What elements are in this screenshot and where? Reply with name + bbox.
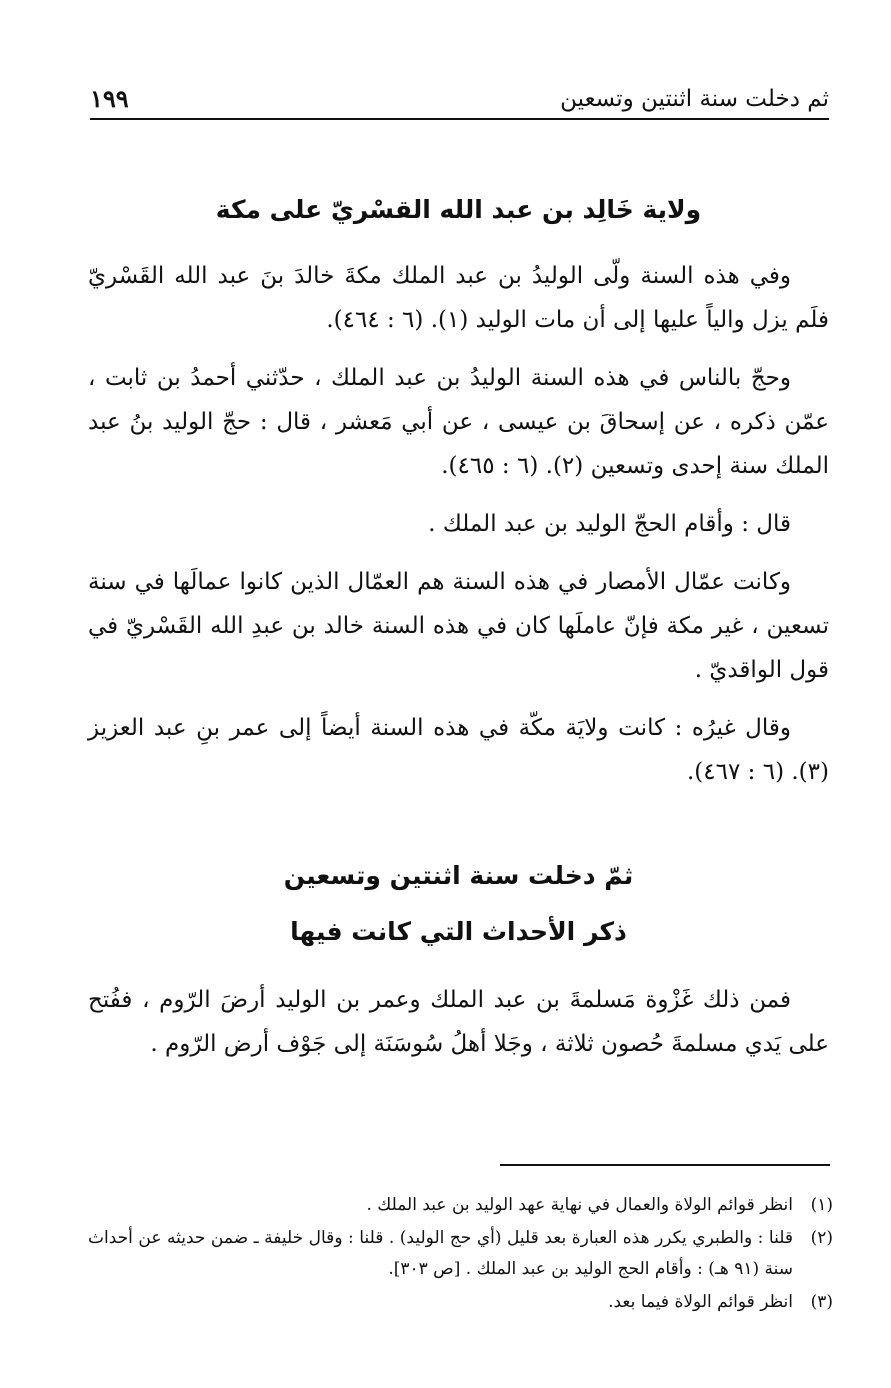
footnote-text: انظر قوائم الولاة والعمال في نهاية عهد الوليد بن عبد الملك . <box>366 1195 793 1215</box>
footnote-number: (٢) <box>810 1228 833 1248</box>
paragraph: قال : وأقام الحجّ الوليد بن عبد الملك . <box>428 511 791 537</box>
footnotes <box>88 1190 833 1320</box>
footnote <box>88 1287 833 1318</box>
paragraph: وفي هذه السنة ولّى الوليدُ بن عبد الملك مكةَ خالدَ بنَ عبد الله القَسْريّ فلَم يزل والياً عليها إلى أن مات الوليد (١). (٦ : ٤٦٤). <box>88 263 829 333</box>
running-title: ثم دخلت سنة اثنتين وتسعين <box>560 86 829 112</box>
section-title: ولاية خَالِد بن عبد الله القسْريّ على مكة <box>215 195 702 224</box>
paragraph: وحجّ بالناس في هذه السنة الوليدُ بن عبد الملك ، حدّثني أحمدُ بن ثابت ، عمّن ذكره ، عن إسحاقَ بن عيسى ، عن أبي مَعشر ، قال : حجّ الوليد بنُ عبد الملك سنة إحدى وتسعين (٢). (٦ : ٤٦٥). <box>88 365 829 479</box>
footnote-number: (٣) <box>810 1292 833 1312</box>
paragraph: وقال غيرُه : كانت ولايَة مكّة في هذه السنة أيضاً إلى عمر بنِ عبد العزيز (٣). (٦ : ٤٦٧). <box>88 715 829 785</box>
footnote-divider <box>500 1164 830 1166</box>
page-number: ١٩٩ <box>90 84 129 113</box>
footnote-text: قلنا : والطبري يكرر هذه العبارة بعد قليل (أي حج الوليد) . قلنا : وقال خليفة ـ ضمن حديثه عن أحداث سنة (٩١ هـ) : وأقام الحج الوليد بن عبد الملك . [ص ٣٠٣]. <box>88 1228 793 1279</box>
paragraph: وكانت عمّال الأمصار في هذه السنة هم العمّال الذين كانوا عمالَها في سنة تسعين ، غير مكة فإنّ عاملَها كان في هذه السنة خالد بن عبدِ الله القَسْريّ في قول الواقديّ . <box>88 569 829 683</box>
main-content <box>88 190 829 1080</box>
events-title: ذكر الأحداث التي كانت فيها <box>290 917 627 946</box>
chapter-title: ثمّ دخلت سنة اثنتين وتسعين <box>283 861 634 890</box>
footnote-text: انظر قوائم الولاة فيما بعد. <box>608 1292 793 1312</box>
running-header <box>90 84 829 120</box>
paragraph: فمن ذلك غَزْوة مَسلمةَ بن عبد الملك وعمر بن الوليد أرضَ الرّوم ، ففُتح على يَدي مسلمةَ حُصون ثلاثة ، وجَلا أهلُ سُوسَنَة إلى جَوْف أرض الرّوم . <box>88 987 829 1057</box>
footnote <box>88 1190 833 1221</box>
footnote <box>88 1223 833 1285</box>
footnote-number: (١) <box>810 1195 833 1215</box>
